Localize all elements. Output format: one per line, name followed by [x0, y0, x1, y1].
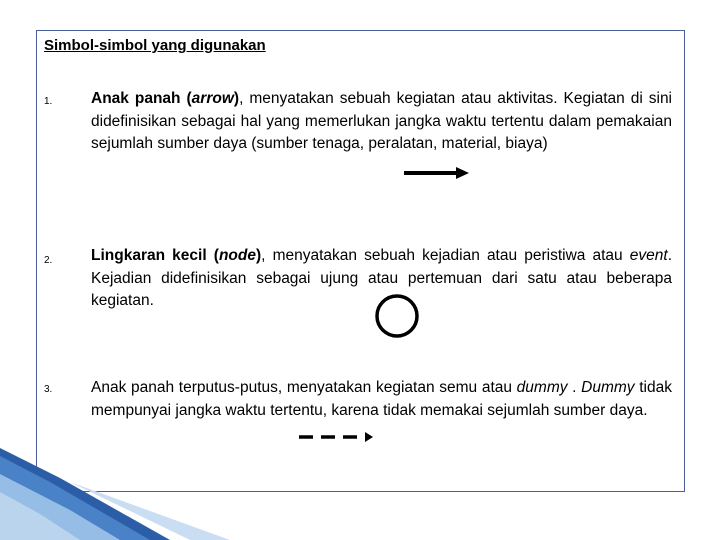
item-number-1: 1. — [44, 96, 53, 107]
item-text-2: Lingkaran kecil (node), menyatakan sebuah kejadian atau peristiwa atau event. Kejadian didefinisikan sebagai ujung atau pertemuan dari satu atau beberapa kegiatan. — [91, 247, 673, 309]
item-term-en-2: node — [218, 247, 256, 264]
dashed-arrow-icon — [297, 430, 377, 444]
item-term-en-1: arrow — [191, 90, 234, 107]
item-text-1: Anak panah (arrow), menyatakan sebuah kegiatan atau aktivitas. Kegiatan di sini didefinisikan sebagai hal yang memerlukan jangka waktu tertentu dalam pemakaian sejumlah sumber daya (sumber tenaga, peralatan, material, biaya) — [91, 90, 673, 152]
item-term-1: Anak panah — [91, 90, 181, 107]
solid-arrow-icon — [402, 165, 470, 181]
item-dummy-word-2: Dummy — [581, 379, 635, 396]
item-term-2: Lingkaran kecil — [91, 247, 207, 264]
item-number-3: 3. — [44, 384, 53, 395]
circle-node-icon — [373, 292, 421, 340]
item-number-2: 2. — [44, 255, 53, 266]
item-text-3: Anak panah terputus-putus, menyatakan kegiatan semu atau dummy . Dummy tidak mempunyai jangka waktu tertentu, karena tidak memakai sejumlah sumber daya. — [91, 379, 672, 419]
item-event-word: event — [629, 247, 668, 264]
bottom-wave-decoration — [0, 448, 720, 540]
item-description-1: , menyatakan sebuah kegiatan atau aktivitas. Kegiatan di sini didefinisikan sebagai hal yang memerlukan jangka waktu tertentu dalam pemakaian sejumlah sumber daya (sumber tenaga, peralatan, material, biaya) — [91, 90, 673, 152]
slide-heading: Simbol-simbol yang digunakan — [44, 37, 266, 54]
item-dummy-word: dummy — [516, 379, 568, 396]
